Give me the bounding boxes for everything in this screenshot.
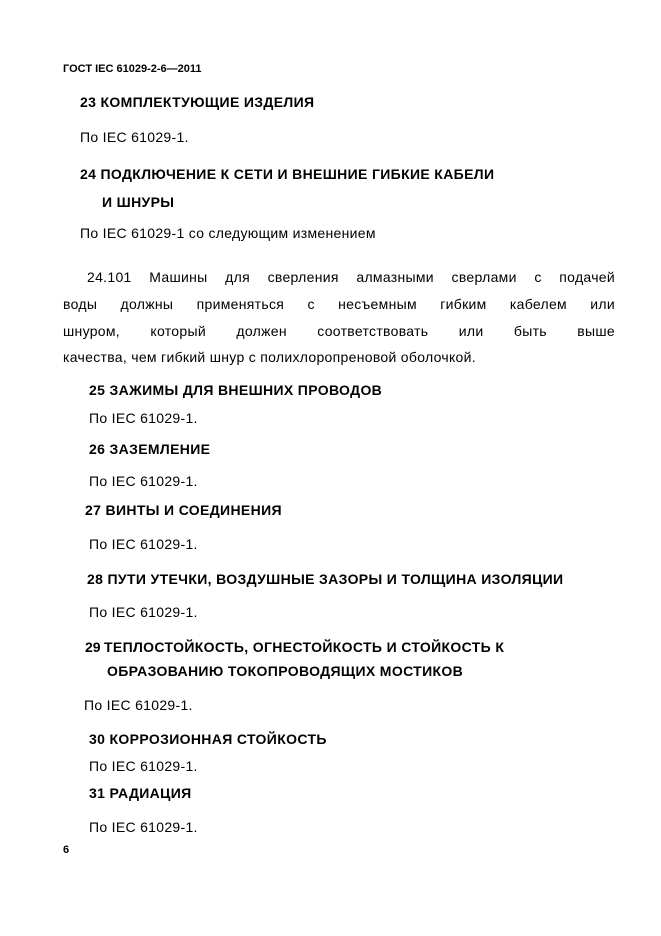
section-28-body: По IEC 61029-1. <box>89 604 198 620</box>
section-27-heading: 27 ВИНТЫ И СОЕДИНЕНИЯ <box>85 502 282 518</box>
section-26-heading: 26 ЗАЗЕМЛЕНИЕ <box>89 441 211 457</box>
section-25-body: По IEC 61029-1. <box>89 410 198 426</box>
section-26-body: По IEC 61029-1. <box>89 473 198 489</box>
section-30-heading: 30 КОРРОЗИОННАЯ СТОЙКОСТЬ <box>89 731 327 747</box>
page-number: 6 <box>63 844 70 856</box>
clause-24-101-line1: 24.101 Машины для сверления алмазными сверлами с подачей <box>87 269 615 285</box>
section-23-heading: 23 КОМПЛЕКТУЮЩИЕ ИЗДЕЛИЯ <box>80 94 315 110</box>
section-25-heading: 25 ЗАЖИМЫ ДЛЯ ВНЕШНИХ ПРОВОДОВ <box>89 382 383 398</box>
section-29-heading-line1: ТЕПЛОСТОЙКОСТЬ, ОГНЕСТОЙКОСТЬ И СТОЙКОСТЬ К <box>104 639 505 655</box>
section-29-body: По IEC 61029-1. <box>84 697 193 713</box>
section-24-heading-line1: 24 ПОДКЛЮЧЕНИЕ К СЕТИ И ВНЕШНИЕ ГИБКИЕ КАБЕЛИ <box>80 166 495 182</box>
section-29-heading-line2: ОБРАЗОВАНИЮ ТОКОПРОВОДЯЩИХ МОСТИКОВ <box>107 663 464 679</box>
section-31-heading: 31 РАДИАЦИЯ <box>89 785 192 801</box>
clause-24-101-line4: качества, чем гибкий шнур с полихлоропреновой оболочкой. <box>63 349 476 365</box>
section-30-body: По IEC 61029-1. <box>89 758 198 774</box>
clause-24-101-line3: шнуром, который должен соответствовать или быть выше <box>63 323 615 339</box>
section-31-body: По IEC 61029-1. <box>89 819 198 835</box>
section-23-body: По IEC 61029-1. <box>80 129 189 145</box>
section-29-heading-number: 29 <box>85 639 101 655</box>
document-standard-id: ГОСТ IEC 61029-2-6—2011 <box>63 63 202 75</box>
section-24-body: По IEC 61029-1 со следующим изменением <box>80 225 376 241</box>
section-27-body: По IEC 61029-1. <box>89 536 198 552</box>
clause-24-101-line2: воды должны применяться с несъемным гибким кабелем или <box>63 296 615 312</box>
section-24-heading-line2: И ШНУРЫ <box>102 194 175 210</box>
section-28-heading: 28 ПУТИ УТЕЧКИ, ВОЗДУШНЫЕ ЗАЗОРЫ И ТОЛЩИНА ИЗОЛЯЦИИ <box>87 571 564 587</box>
